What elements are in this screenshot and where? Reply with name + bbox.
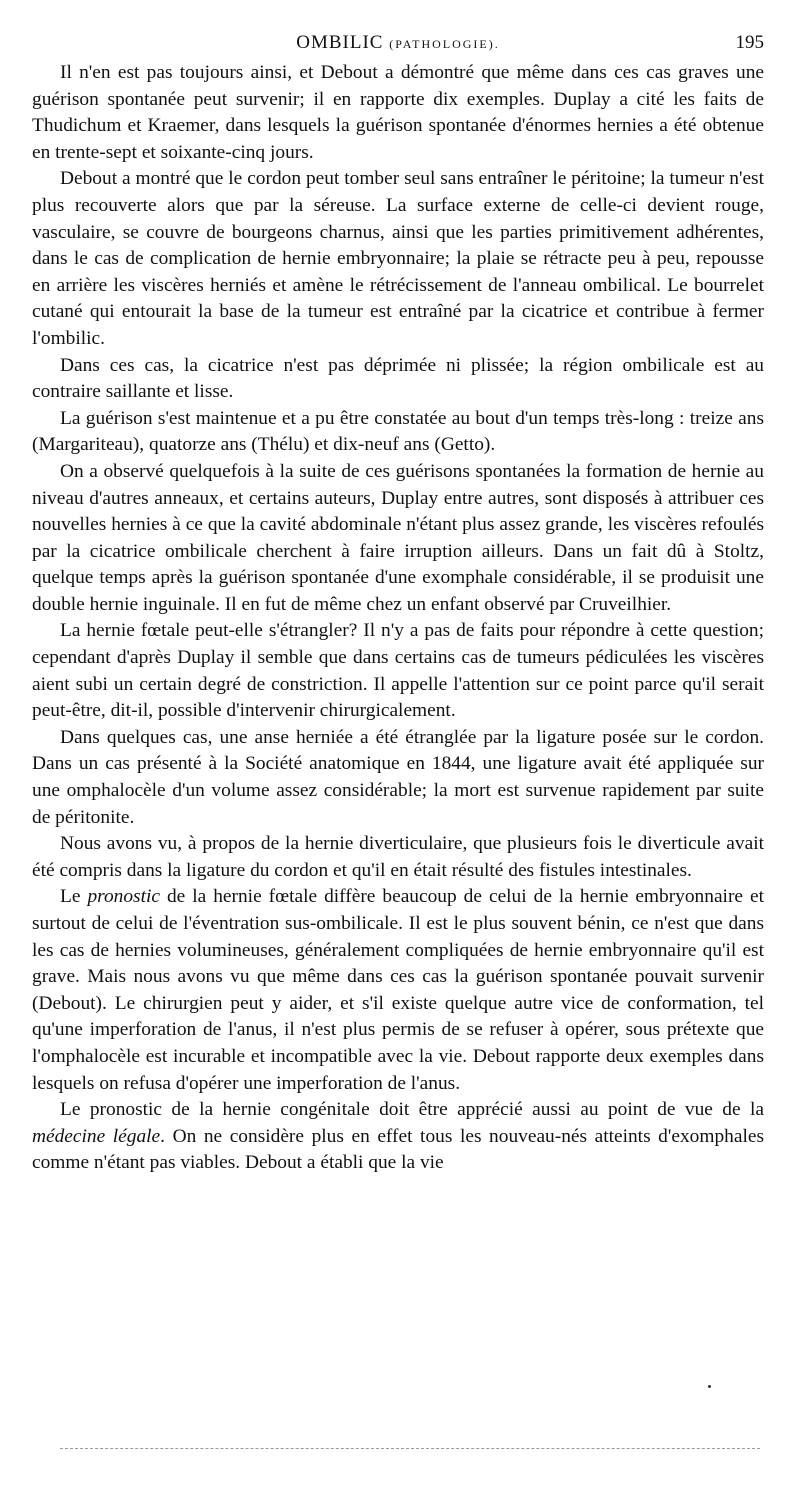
emphasis: médecine légale: [32, 1125, 161, 1147]
paragraph: Debout a montré que le cordon peut tomber seul sans entraîner le péritoine; la tumeur n'est plus recouverte alors que par la séreuse. La surface externe de celle-ci devient rouge, vasculaire, se couvre de bourgeons charnus, ainsi que les parties primitivement adhérentes, dans le cas de complication de hernie embryonnaire; la plaie se rétracte peu à peu, repousse en arrière les viscères herniés et amène le rétrécissement de l'anneau ombilical. Le bourrelet cutané qui entourait la base de la tumeur est entraîné par la cicatrice et contribue à fermer l'ombilic.: [32, 168, 764, 349]
emphasis: pronostic: [87, 886, 160, 908]
running-header: [32, 28, 764, 60]
footer-rule: [60, 1448, 760, 1449]
text-run: . On ne considère plus en effet tous les nouveau-nés atteints d'exomphales comme n'étant pas viables. Debout a établi que la vie: [32, 1125, 764, 1174]
paragraph: La hernie fœtale peut-elle s'étrangler? Il n'y a pas de faits pour répondre à cette question; cependant d'après Duplay il semble que dans certains cas de tumeurs pédiculées les viscères aient subi un certain degré de constriction. Il appelle l'attention sur ce point parce qu'il serait peut-être, dit-il, possible d'intervenir chirurgicalement.: [32, 620, 764, 722]
paragraph: Dans quelques cas, une anse herniée a été étranglée par la ligature posée sur le cordon. Dans un cas présenté à la Société anatomique en 1844, une ligature avait été appliquée sur une omphalocèle d'un volume assez considérable; la mort est survenue rapidement par suite de péritonite.: [32, 726, 764, 828]
paragraph: On a observé quelquefois à la suite de ces guérisons spontanées la formation de hernie au niveau d'autres anneaux, et certains auteurs, Duplay entre autres, sont disposés à attribuer ces nouvelles hernies à ce que la cavité abdominale n'étant plus assez grande, les viscères refoulés par la cicatrice ombilicale cherchent à faire irruption ailleurs. Dans un fait dû à Stoltz, quelque temps après la guérison spontanée d'une exomphale considérable, il se produisit une double hernie inguinale. Il en fut de même chez un enfant observé par Cruveilhier.: [32, 460, 764, 615]
paragraph-pronostic: [32, 884, 764, 1097]
header-subtitle: (PATHOLOGIE).: [389, 37, 500, 51]
text-run: Le pronostic de la hernie congénitale doit être apprécié aussi au point de vue de la: [60, 1099, 764, 1121]
paragraph: La guérison s'est maintenue et a pu être constatée au bout d'un temps très-long : treize ans (Margariteau), quatorze ans (Thélu) et dix-neuf ans (Getto).: [32, 407, 764, 456]
page-number: 195: [735, 32, 764, 53]
text-run: Le: [60, 886, 88, 908]
running-title: [32, 32, 764, 54]
paragraph: Dans ces cas, la cicatrice n'est pas déprimée ni plissée; la région ombilicale est au contraire saillante et lisse.: [32, 354, 764, 403]
body-text: [32, 60, 764, 1177]
header-title: OMBILIC: [296, 32, 384, 53]
print-speck: [708, 1385, 711, 1388]
paragraph: Nous avons vu, à propos de la hernie diverticulaire, que plusieurs fois le diverticule avait été compris dans la ligature du cordon et qu'il en était résulté des fistules intestinales.: [32, 833, 764, 881]
page: [32, 28, 764, 1177]
paragraph-medecine-legale: [32, 1097, 764, 1177]
paragraph: Il n'en est pas toujours ainsi, et Debout a démontré que même dans ces cas graves une guérison spontanée peut survenir; il en rapporte dix exemples. Duplay a cité les faits de Thudichum et Kraemer, dans lesquels la guérison spontanée d'énormes hernies a été obtenue en trente-sept et soixante-cinq jours.: [32, 62, 764, 163]
text-run: de la hernie fœtale diffère beaucoup de celui de la hernie embryonnaire et surtout de celui de l'éventration sus-ombilicale. Il est le plus souvent bénin, ce n'est que dans les cas de hernies volumineuses, généralement compliquées de hernie embryonnaire qu'il est grave. Mais nous avons vu que même dans ces cas la guérison spontanée pouvait survenir (Debout). Le chirurgien peut y aider, et s'il existe quelque autre vice de conformation, tel qu'une imperforation de l'anus, il n'est plus permis de se refuser à opérer, sous prétexte que l'omphalocèle est incurable et incompatible avec la vie. Debout rapporte deux exemples dans lesquels on refusa d'opérer une imperforation de l'anus.: [32, 886, 764, 1094]
